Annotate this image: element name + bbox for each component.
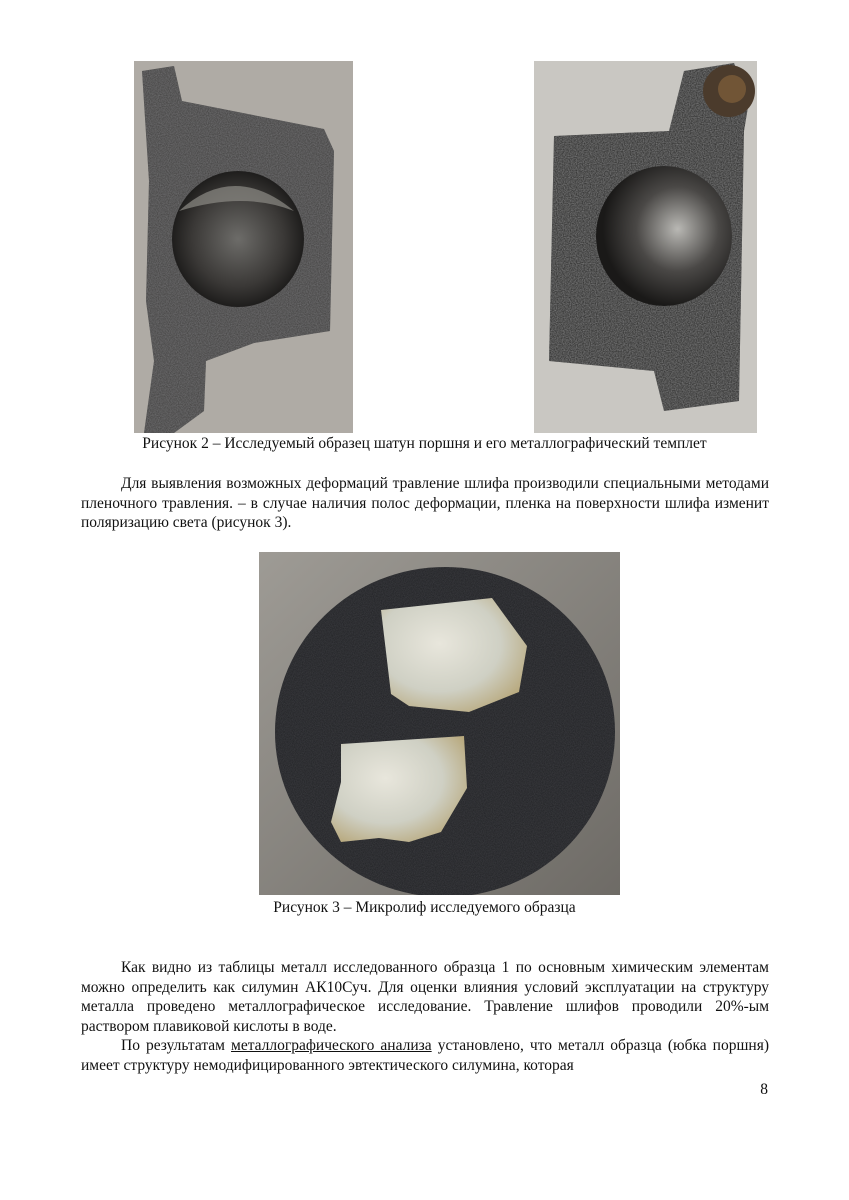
- paragraph-3-after: установлено, что металл образца (юбка поршня) имеет структуру немодифицированного эвтектического силумина, которая: [81, 1037, 769, 1074]
- paragraph-2: Как видно из таблицы металл исследованного образца 1 по основным химическим элементам можно определить как силумин АК10Суч. Для оценки влияния условий эксплуатации на структуру металла проведено металлографическое исследование. Травление шлифов проводили 20%-ым раствором плавиковой кислоты в воде.: [81, 959, 769, 1035]
- paragraph-1: Для выявления возможных деформаций травление шлифа производили специальными методами пленочного травления. – в случае наличия полос деформации, пленка на поверхности шлифа изменит поляризацию света (рисунок 3).: [81, 475, 769, 531]
- paragraph-3: [81, 1036, 769, 1075]
- figure3-caption: Рисунок 3 – Микролиф исследуемого образца: [273, 899, 576, 916]
- metallographic-analysis-link[interactable]: металлографического анализа: [231, 1037, 432, 1054]
- figure2-caption: Рисунок 2 – Исследуемый образец шатун поршня и его металлографический темплет: [142, 435, 707, 452]
- figure2-photo-right: [534, 61, 757, 433]
- page-number: 8: [760, 1081, 768, 1098]
- paragraph-3-before: По результатам: [121, 1037, 232, 1054]
- figure2-photo-left: [134, 61, 353, 433]
- figure3-photo: [259, 552, 620, 895]
